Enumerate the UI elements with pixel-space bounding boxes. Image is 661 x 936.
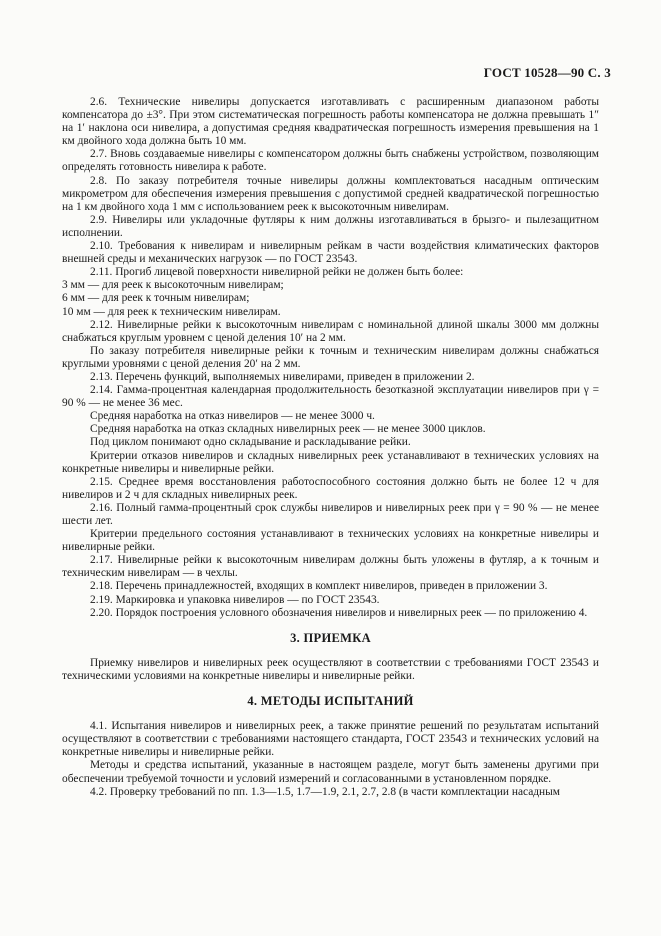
section-4-title: 4. МЕТОДЫ ИСПЫТАНИЙ [247,694,414,709]
page-header: ГОСТ 10528—90 С. 3 [483,65,611,80]
paragraph-2-20: 2.20. Порядок построения условного обозначения нивелиров и нивелирных реек — по приложению 4. [90,606,588,619]
list-item-2-11-b: 6 мм — для реек к точным нивелирам; [62,292,250,305]
paragraph-2-10: 2.10. Требования к нивелирам и нивелирным рейкам в части воздействия климатических факторов внешней среды и механических нагрузок — по ГОСТ 23543. [62,240,599,266]
paragraph-3: Приемку нивелиров и нивелирных реек осуществляют в соответствии с требованиями ГОСТ 23543 и техническими условиями на конкретные нивелиры и нивелирные рейки. [62,656,599,682]
paragraph-4-1: 4.1. Испытания нивелиров и нивелирных реек, а также принятие решений по результатам испытаний осуществляют в соответствии с требованиями настоящего стандарта, ГОСТ 23543 и технических условий на конкретные нивелиры и нивелирные рейки. [62,720,599,759]
paragraph-4-2: 4.2. Проверку требований по пп. 1.3—1.5, 1.7—1.9, 2.1, 2.7, 2.8 (в части комплектации насадным [90,785,561,798]
paragraph-2-7: 2.7. Вновь создаваемые нивелиры с компенсатором должны быть снабжены устройством, позволяющим определять готовность нивелира к работе. [62,148,599,174]
paragraph-2-11: 2.11. Прогиб лицевой поверхности нивелирной рейки не должен быть более: [90,266,464,279]
paragraph-2-9: 2.9. Нивелиры или укладочные футляры к ним должны изготавливаться в брызго- и пылезащитном исполнении. [62,213,599,239]
paragraph-4-1-b: Методы и средства испытаний, указанные в настоящем разделе, могут быть заменены другими при обеспечении требуемой точности и условий измерений и согласованными в установленном порядке. [62,759,599,785]
paragraph-2-14-c: Средняя наработка на отказ складных нивелирных реек — не менее 3000 циклов. [90,423,486,436]
paragraph-2-12: 2.12. Нивелирные рейки к высокоточным нивелирам с номинальной длиной шкалы 3000 мм должны снабжаться круглым уровнем с ценой деления 10′ на 2 мм. [62,318,599,344]
list-item-2-11-c: 10 мм — для реек к техническим нивелирам. [62,305,281,318]
paragraph-2-12-b: По заказу потребителя нивелирные рейки к точным и техническим нивелирам должны снабжаться круглыми уровнями с ценой деления 20′ на 2 мм. [62,344,599,370]
paragraph-2-14-d: Под циклом понимают одно складывание и раскладывание рейки. [90,436,411,449]
document-body [62,96,599,799]
paragraph-2-13: 2.13. Перечень функций, выполняемых нивелирами, приведен в приложении 2. [90,370,475,383]
paragraph-2-15: 2.15. Среднее время восстановления работоспособного состояния должно быть не более 12 ч для нивелиров и 2 ч для складных нивелирных реек. [62,475,599,501]
paragraph-2-8: 2.8. По заказу потребителя точные нивелиры должны комплектоваться насадным оптическим микрометром для обеспечения измерения превышения с допустимой средней квадратической погрешностью на 1 км двойного хода 1 мм с использованием реек к высокоточным нивелирам. [62,174,599,213]
paragraph-2-18: 2.18. Перечень принадлежностей, входящих в комплект нивелиров, приведен в приложении 3. [90,580,548,593]
paragraph-2-17: 2.17. Нивелирные рейки к высокоточным нивелирам должны быть уложены в футляр, а к точным и техническим нивелирам — в чехлы. [62,554,599,580]
paragraph-2-16: 2.16. Полный гамма-процентный срок службы нивелиров и нивелирных реек при γ = 90 % — не менее шести лет. [62,501,599,527]
paragraph-2-6: 2.6. Технические нивелиры допускается изготавливать с расширенным диапазоном работы компенсатора до ±3°. При этом систематическая погрешность работы компенсатора не должна превышать 1″ на 1′ наклона оси нивелира, а допустимая средняя квадратическая погрешность измерения превышения на 1 км двойного хода должна быть 10 мм. [62,96,599,148]
section-3-title: 3. ПРИЕМКА [290,630,371,645]
paragraph-2-14-b: Средняя наработка на отказ нивелиров — не менее 3000 ч. [90,410,375,423]
paragraph-2-14: 2.14. Гамма-процентная календарная продолжительность безотказной эксплуатации нивелиров при γ = 90 % — не менее 36 мес. [62,384,599,410]
paragraph-2-14-e: Критерии отказов нивелиров и складных нивелирных реек устанавливают в технических условиях на конкретные нивелиры и нивелирные рейки. [62,449,599,475]
paragraph-2-16-b: Критерии предельного состояния устанавливают в технических условиях на конкретные нивелиры и нивелирные рейки. [62,528,599,554]
paragraph-2-19: 2.19. Маркировка и упаковка нивелиров — по ГОСТ 23543. [90,593,380,606]
list-item-2-11-a: 3 мм — для реек к высокоточным нивелирам; [62,279,284,292]
